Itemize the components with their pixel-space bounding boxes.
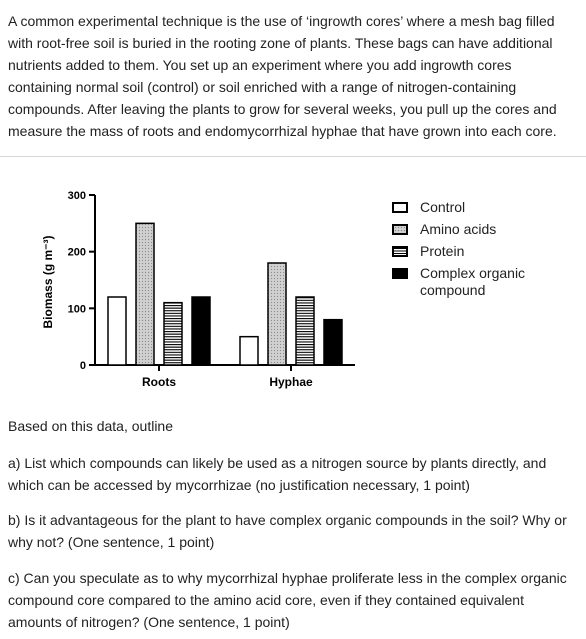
bar-amino-acids-roots [136, 223, 154, 365]
question-b: b) Is it advantageous for the plant to have complex organic compounds in the soil? Why or why not? (One sentence, 1 point) [8, 512, 567, 550]
bar-protein-hyphae [296, 297, 314, 365]
legend-item-protein [392, 243, 540, 260]
legend-item-control [392, 199, 540, 216]
bars [108, 223, 342, 365]
x-tick-label: Hyphae [269, 375, 313, 389]
legend-label: Amino acids [420, 221, 497, 237]
divider [0, 156, 586, 157]
bar-control-roots [108, 297, 126, 365]
bar-control-hyphae [240, 337, 258, 365]
y-tick-label: 100 [67, 303, 86, 316]
legend-label: Control [420, 199, 466, 215]
question-c: c) Can you speculate as to why mycorrhizal hyphae proliferate less in the complex organic compound core compared to the amino acid core, even if they contained equivalent amounts of nitrogen? (One sentence, 1 point) [8, 570, 567, 630]
question-a: a) List which compounds can likely be used as a nitrogen source by plants directly, and which can be accessed by mycorrhizae (no justification necessary, 1 point) [8, 455, 547, 493]
legend-label: Protein [420, 243, 465, 259]
legend-label: Complex organic compound [420, 265, 526, 298]
legend-item-complex-organic [392, 265, 540, 299]
legend-swatch-amino-acids [392, 224, 408, 235]
legend-swatch-complex-organic [392, 268, 408, 279]
question-prompt: Based on this data, outline [8, 418, 174, 434]
bar-complex-organic-compound-hyphae [324, 320, 342, 365]
x-tick-label: Roots [142, 375, 176, 389]
legend-swatch-control [392, 202, 408, 213]
y-axis [68, 190, 95, 372]
legend-item-amino-acids [392, 221, 540, 238]
bar-amino-acids-hyphae [268, 263, 286, 365]
chart-legend [392, 199, 540, 304]
y-tick-label: 200 [67, 246, 86, 259]
bar-protein-roots [164, 303, 182, 365]
biomass-bar-chart [0, 175, 380, 395]
legend-swatch-protein [392, 246, 408, 257]
intro-paragraph: A common experimental technique is the use of ‘ingrowth cores’ where a mesh bag filled with root-free soil is buried in the rooting zone of plants. These bags can have additional nutrients added to them. You set up an experiment where you add ingrowth cores containing normal soil (control) or soil enriched with a range of nitrogen-containing compounds. After leaving the plants to grow for several weeks, you pull up the cores and measure the mass of roots and endomycorrhizal hyphae that have grown into each core. [8, 13, 557, 139]
y-tick-label: 0 [79, 360, 86, 372]
y-tick-label: 300 [67, 190, 86, 202]
x-axis [95, 365, 355, 389]
bar-complex-organic-compound-roots [192, 297, 210, 365]
y-axis-label: Biomass (g m⁻³) [41, 235, 55, 329]
